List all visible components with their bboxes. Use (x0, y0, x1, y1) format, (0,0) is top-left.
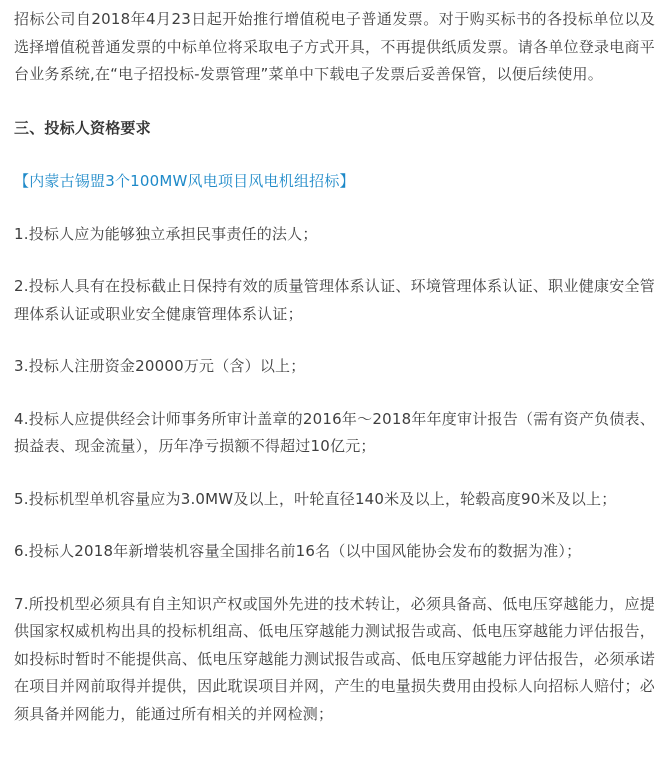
project-title: 【内蒙古锡盟3个100MW风电项目风电机组招标】 (14, 172, 355, 190)
invoice-notice-paragraph: 招标公司自2018年4月23日起开始推行增值税电子普通发票。对于购买标书的各投标单位以及选择增值税普通发票的中标单位将采取电子方式开具，不再提供纸质发票。请各单位登录电商平台业务系统,在“电子招投标-发票管理”菜单中下载电子发票后妥善保管，以便后续使用。 (14, 10, 655, 83)
requirement-item-3: 3.投标人注册资金20000万元（含）以上； (14, 357, 306, 375)
requirement-item-2: 2.投标人具有在投标截止日保持有效的质量管理体系认证、环境管理体系认证、职业健康安全管理体系认证或职业安全健康管理体系认证； (14, 277, 655, 323)
section-heading: 三、投标人资格要求 (14, 118, 151, 137)
requirement-item-7: 7.所投机型必须具有自主知识产权或国外先进的技术转让，必须具备高、低电压穿越能力，应提供国家权威机构出具的投标机组高、低电压穿越能力测试报告或高、低电压穿越能力评估报告，如投标时暂时不能提供高、低电压穿越能力测试报告或高、低电压穿越能力评估报告，必须承诺在项目并网前取得并提供，因此耽误项目并网，产生的电量损失费用由投标人向招标人赔付；必须具备并网能力，能通过所有相关的并网检测； (14, 594, 655, 723)
requirement-item-6: 6.投标人2018年新增装机容量全国排名前16名（以中国风能协会发布的数据为准）； (14, 542, 582, 560)
requirement-item-4: 4.投标人应提供经会计师事务所审计盖章的2016年～2018年年度审计报告（需有资产负债表、损益表、现金流量），历年净亏损额不得超过10亿元； (14, 409, 655, 455)
requirement-item-5: 5.投标机型单机容量应为3.0MW及以上，叶轮直径140米及以上，轮毂高度90米及以上； (14, 489, 617, 508)
requirement-item-1: 1.投标人应为能够独立承担民事责任的法人； (14, 224, 318, 243)
